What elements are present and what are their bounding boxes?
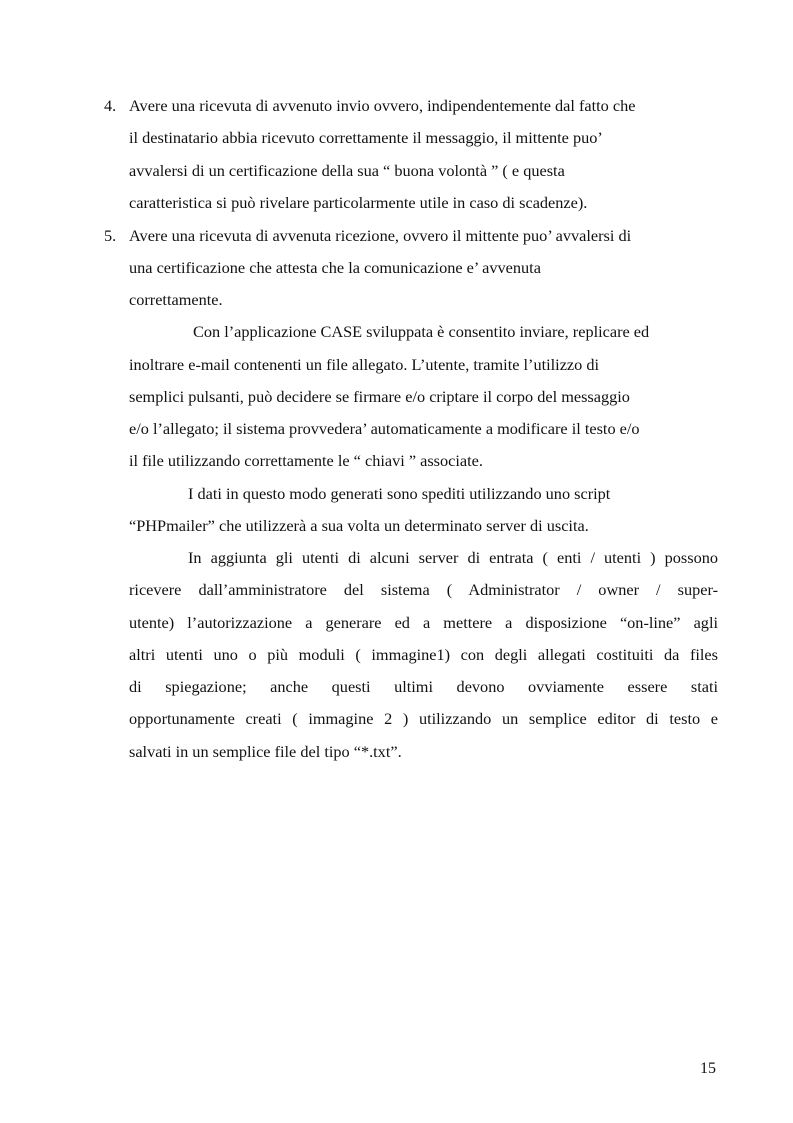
page-number: 15 [700,1060,716,1077]
list-number-4: 4. [104,96,117,115]
list-number-5: 5. [104,226,117,245]
item5-line3: correttamente. [129,290,223,309]
item5-line1: Avere una ricevuta di avvenuta ricezione, ovvero il mittente puo’ avvalersi di [129,226,632,245]
para3-line2: ricevere dall’amministratore del sistema ( Administrator / owner / super- [129,580,718,599]
para3-line3: utente) l’autorizzazione a generare ed a mettere a disposizione “on-line” agli [129,613,718,632]
para1-line1: Con l’applicazione CASE sviluppata è consentito inviare, replicare ed [193,322,650,341]
para3-line7: salvati in un semplice file del tipo “*.txt”. [129,742,402,761]
para3-line6: opportunamente creati ( immagine 2 ) utilizzando un semplice editor di testo e [129,709,718,728]
item4-line3: avvalersi di un certificazione della sua “ buona volontà ” ( e questa [129,161,565,180]
para3-line5: di spiegazione; anche questi ultimi devono ovviamente essere stati [129,677,718,696]
para1-line3: semplici pulsanti, può decidere se firmare e/o criptare il corpo del messaggio [129,387,630,406]
para1-line2: inoltrare e-mail contenenti un file allegato. L’utente, tramite l’utilizzo di [129,355,600,374]
item4-line2: il destinatario abbia ricevuto correttamente il messaggio, il mittente puo’ [129,128,603,147]
para2-line2: “PHPmailer” che utilizzerà a sua volta un determinato server di uscita. [129,516,589,535]
para2-line1: I dati in questo modo generati sono spediti utilizzando uno script [188,484,611,503]
para1-line5: il file utilizzando correttamente le “ chiavi ” associate. [129,451,483,470]
para3-line1: In aggiunta gli utenti di alcuni server di entrata ( enti / utenti ) possono [188,548,718,567]
item4-line4: caratteristica si può rivelare particolarmente utile in caso di scadenze). [129,193,588,212]
item4-line1: Avere una ricevuta di avvenuto invio ovvero, indipendentemente dal fatto che [129,96,636,115]
para3-line4: altri utenti uno o più moduli ( immagine1) con degli allegati costituiti da files [129,645,718,664]
item5-line2: una certificazione che attesta che la comunicazione e’ avvenuta [129,258,541,277]
para1-line4: e/o l’allegato; il sistema provvedera’ automaticamente a modificare il testo e/o [129,419,640,438]
